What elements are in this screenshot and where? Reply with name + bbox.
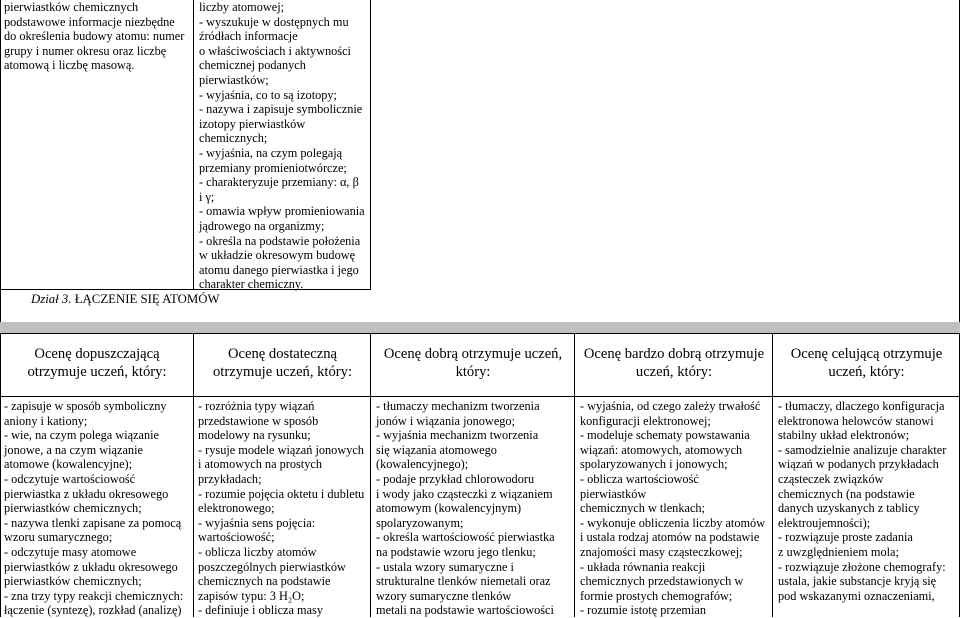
text-line: formie prostych chemografów; <box>580 588 733 603</box>
header-grade-4 <box>371 346 575 381</box>
text-line: i wody jako cząsteczki z wiązaniem <box>376 486 553 501</box>
text-line: - wyszukuje w dostępnych mu <box>199 14 349 29</box>
text-line: - nazywa i zapisuje symbolicznie <box>199 102 363 117</box>
text-line: - wyjaśnia, co to są izotopy; <box>199 87 337 102</box>
text-line: się wiązania atomowego <box>376 442 497 457</box>
text-line: wartościowość; <box>198 530 275 545</box>
text-line: elektroujemności); <box>778 515 871 530</box>
text-line: - wie, na czym polega wiązanie <box>4 428 160 443</box>
text-line: spolaryzowanym; <box>376 515 464 530</box>
requirements-grade-2 <box>4 399 192 618</box>
text-line: - tłumaczy, dlaczego konfiguracja <box>778 399 945 413</box>
top-cell-col2 <box>199 0 369 292</box>
text-line: - wykonuje obliczenia liczby atomów <box>580 515 766 530</box>
section-title-text: ŁĄCZENIE SIĘ ATOMÓW <box>74 292 220 306</box>
text-line: źródłach informacje <box>199 29 298 44</box>
text-line: - wyjaśnia, od czego zależy trwałość <box>580 399 761 413</box>
text-line: na podstawie wzoru jego tlenku; <box>376 544 536 559</box>
text-line: - podaje przykład chlorowodoru <box>376 471 535 486</box>
text-line: podstawowe informacje niezbędne <box>4 14 175 29</box>
text-line: stabilny układ elektronów; <box>778 428 910 443</box>
header-line: Ocenę dostateczną <box>228 346 337 362</box>
text-line: chemicznej podanych <box>199 58 306 73</box>
text-line: wzory sumaryczne tlenków <box>376 588 512 603</box>
requirements-grade-4 <box>376 399 573 618</box>
header-line: Ocenę celującą otrzymuje <box>790 346 943 362</box>
text-line: - określa na podstawie położenia <box>199 233 361 248</box>
text-line: liczby atomowej; <box>199 0 285 14</box>
text-line: wzoru sumarycznego; <box>4 530 113 545</box>
text-line: w układzie okresowym budowę <box>199 248 356 263</box>
text-line: i ustala rodzaj atomów na podstawie <box>580 530 760 545</box>
text-line: - rozwiązuje proste zadania <box>778 530 913 545</box>
text-line: - wyjaśnia, na czym polegają <box>199 145 343 160</box>
text-line: ustala, jakie substancje kryją się <box>778 574 937 589</box>
top-cell-col1 <box>4 0 192 73</box>
text-line: charakter chemiczny. <box>199 277 304 292</box>
text-line: - określa wartościowość pierwiastka <box>376 530 555 545</box>
text-line: - zna trzy typy reakcji chemicznych: <box>4 588 184 603</box>
text-line: zapisów typu: 3 H₂O; <box>198 588 305 603</box>
text-line: - charakteryzuje przemiany: α, β <box>199 175 359 190</box>
text-line: strukturalne tlenków niemetali oraz <box>376 574 551 589</box>
text-line: grupy i numer okresu oraz liczbę <box>4 43 167 58</box>
requirements-grade-3 <box>198 399 369 618</box>
text-line: - zapisuje w sposób symboliczny <box>4 399 167 413</box>
text-line: łączenie (syntezę), rozkład (analizę) <box>4 603 182 618</box>
text-line: jonów i wiązania jonowego; <box>376 413 515 428</box>
text-line: chemicznych przedstawionych w <box>580 574 744 589</box>
text-line: - rysuje modele wiązań jonowych <box>198 442 364 457</box>
text-line: pierwiastków chemicznych; <box>4 501 142 516</box>
text-line: chemicznych na podstawie <box>198 574 331 589</box>
header-line: otrzymuje uczeń, który: <box>213 363 352 380</box>
text-line: - ustala wzory sumaryczne i <box>376 559 514 574</box>
text-line: - modeluje schematy powstawania <box>580 428 750 443</box>
text-line: - wyjaśnia sens pojęcia: <box>198 515 316 530</box>
text-line: chemicznych (na podstawie <box>778 486 915 501</box>
text-line: przedstawione w sposób <box>198 413 319 428</box>
text-line: - omawia wpływ promieniowania <box>199 204 365 219</box>
header-line: Ocenę dopuszczającą <box>34 346 160 362</box>
text-line: z uwzględnieniem mola; <box>778 544 899 559</box>
text-line: jonowe, a na czym wiązanie <box>4 442 143 457</box>
header-grade-3 <box>194 346 371 381</box>
header-grade-5 <box>575 346 773 381</box>
text-line: cząsteczek związków <box>778 471 884 486</box>
requirements-grade-6 <box>778 399 958 603</box>
text-line: - wyjaśnia mechanizm tworzenia <box>376 428 539 443</box>
text-line: modelowy na rysunku; <box>198 428 311 443</box>
text-line: - nazywa tlenki zapisane za pomocą <box>4 515 182 530</box>
text-line: wiązań w podanych przykładach <box>778 457 939 472</box>
text-line: wiązań: atomowych, atomowych <box>580 442 743 457</box>
text-line: pierwiastków chemicznych; <box>4 574 142 589</box>
header-line: który: <box>455 363 491 380</box>
text-line: - rozumie istotę przemian <box>580 603 706 618</box>
text-line: atomowe (kowalencyjne); <box>4 457 133 472</box>
text-line: elektronowego; <box>198 501 275 516</box>
text-line: chemicznych; <box>199 131 268 146</box>
text-line: pierwiastka z układu okresowego <box>4 486 169 501</box>
table-border <box>0 0 1 322</box>
text-line: pierwiastków; <box>199 72 269 87</box>
text-line: atomu danego pierwiastka i jego <box>199 262 359 277</box>
section-prefix: Dział 3. <box>31 292 72 306</box>
text-line: - odczytuje masy atomowe <box>4 544 137 559</box>
header-line: Ocenę bardzo dobrą otrzymuje <box>583 346 765 362</box>
text-line: (kowalencyjnego); <box>376 457 469 472</box>
header-line: uczeń, który: <box>635 363 713 380</box>
text-line: konfiguracji elektronowej; <box>580 413 711 428</box>
text-line: metali na podstawie wartościowości <box>376 603 554 618</box>
text-line: pod wskazanymi oznaczeniami, <box>778 588 935 603</box>
text-line: spolaryzowanych i jonowych; <box>580 457 728 472</box>
table-border <box>0 333 960 334</box>
table-border <box>193 0 194 290</box>
text-line: - oblicza wartościowość <box>580 471 699 486</box>
table-border <box>370 0 371 290</box>
text-line: pierwiastków <box>580 486 647 501</box>
text-line: poszczególnych pierwiastków <box>198 559 346 574</box>
text-line: chemicznych w tlenkach; <box>580 501 705 516</box>
text-line: danych uzyskanych z tablicy <box>778 501 920 516</box>
text-line: przykładach; <box>198 471 262 486</box>
table-border <box>0 396 960 397</box>
text-line: atomowym (kowalencyjnym) <box>376 501 522 516</box>
header-line: uczeń, który: <box>828 363 905 380</box>
header-grade-2 <box>0 346 194 381</box>
text-line: - rozwiązuje złożone chemografy: <box>778 559 946 574</box>
text-line: jądrowego na organizmy; <box>199 218 325 233</box>
text-line: elektronowa helowców stanowi <box>778 413 934 428</box>
text-line: pierwiastków z układu okresowego <box>4 559 178 574</box>
section-separator-band <box>0 322 960 333</box>
requirements-grade-5 <box>580 399 771 618</box>
text-line: i atomowych na prostych <box>198 457 322 472</box>
text-line: pierwiastków chemicznych <box>4 0 139 14</box>
text-line: - odczytuje wartościowość <box>4 471 136 486</box>
text-line: przemiany promieniotwórcze; <box>199 160 347 175</box>
text-line: atomową i liczbę masową. <box>4 58 135 73</box>
text-line: - układa równania reakcji <box>580 559 706 574</box>
text-line: do określenia budowy atomu: numer <box>4 29 185 44</box>
text-line: - tłumaczy mechanizm tworzenia <box>376 399 540 413</box>
text-line: - rozróżnia typy wiązań <box>198 399 315 413</box>
text-line: izotopy pierwiastków <box>199 116 306 131</box>
text-line: - rozumie pojęcia oktetu i dubletu <box>198 486 365 501</box>
text-line: - samodzielnie analizuje charakter <box>778 442 947 457</box>
text-line: o właściwościach i aktywności <box>199 43 351 58</box>
header-line: Ocenę dobrą otrzymuje uczeń, <box>383 346 563 362</box>
text-line: - definiuje i oblicza masy <box>198 603 323 618</box>
header-grade-6 <box>773 346 960 381</box>
header-line: otrzymuje uczeń, który: <box>27 363 167 380</box>
text-line: i γ; <box>199 189 215 204</box>
section-title <box>31 292 220 307</box>
text-line: aniony i kationy; <box>4 413 88 428</box>
text-line: znajomości masy cząsteczkowej; <box>580 544 743 559</box>
text-line: - oblicza liczby atomów <box>198 544 317 559</box>
